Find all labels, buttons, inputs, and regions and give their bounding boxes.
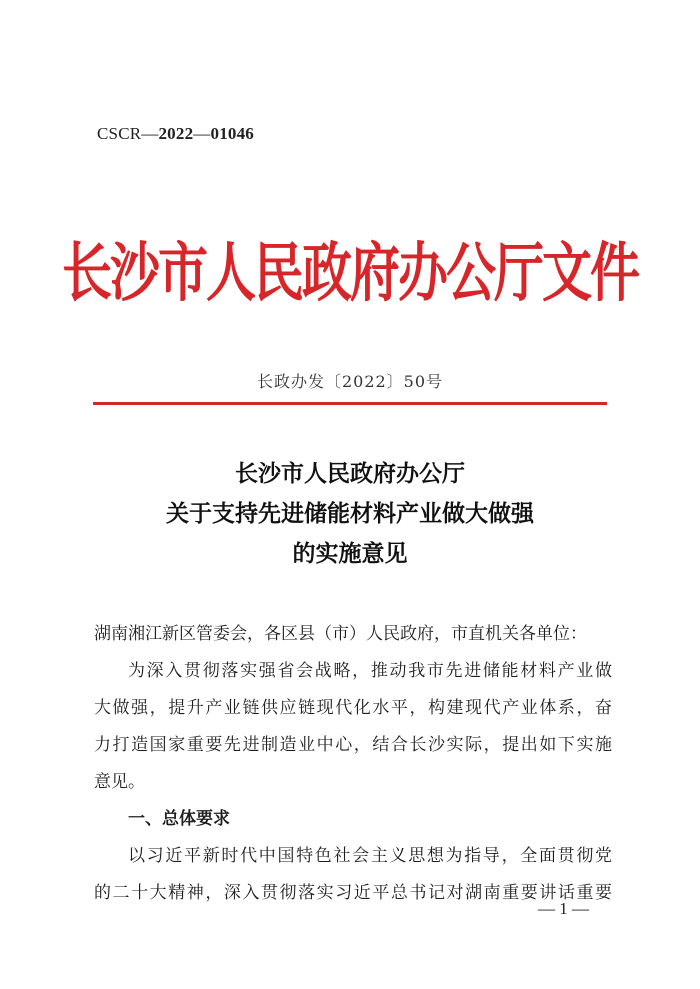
document-number: 长政办发〔2022〕50号 bbox=[256, 372, 444, 391]
red-masthead: 长沙市人民政府办公厅文件 bbox=[62, 234, 638, 311]
document-code-separator: — bbox=[193, 124, 211, 143]
document-code-prefix: CSCR— bbox=[97, 124, 159, 143]
paragraph-line: 力打造国家重要先进制造业中心，结合长沙实际，提出如下实施 bbox=[94, 735, 612, 755]
paragraph-line: 的二十大精神，深入贯彻落实习近平总书记对湖南重要讲话重要 bbox=[94, 883, 612, 903]
document-code-serial: 01046 bbox=[210, 124, 254, 143]
page-number: — 1 — bbox=[538, 899, 589, 918]
title-line-2: 关于支持先进储能材料产业做大做强 bbox=[166, 500, 534, 527]
section-heading: 一、总体要求 bbox=[128, 809, 230, 829]
paragraph-line: 以习近平新时代中国特色社会主义思想为指导，全面贯彻党 bbox=[128, 846, 612, 866]
document-code-year: 2022 bbox=[158, 124, 194, 143]
red-divider-rule bbox=[93, 402, 607, 405]
title-line-1: 长沙市人民政府办公厅 bbox=[235, 460, 465, 487]
paragraph-line: 意见。 bbox=[94, 772, 145, 792]
title-line-3: 的实施意见 bbox=[292, 540, 408, 567]
document-code bbox=[97, 124, 254, 144]
paragraph-line: 大做强，提升产业链供应链现代化水平，构建现代产业体系，奋 bbox=[94, 698, 612, 718]
document-title bbox=[0, 454, 700, 574]
document-body bbox=[94, 621, 612, 917]
paragraph-line: 为深入贯彻落实强省会战略，推动我市先进储能材料产业做 bbox=[128, 661, 612, 681]
salutation: 湖南湘江新区管委会，各区县（市）人民政府，市直机关各单位： bbox=[94, 624, 587, 644]
